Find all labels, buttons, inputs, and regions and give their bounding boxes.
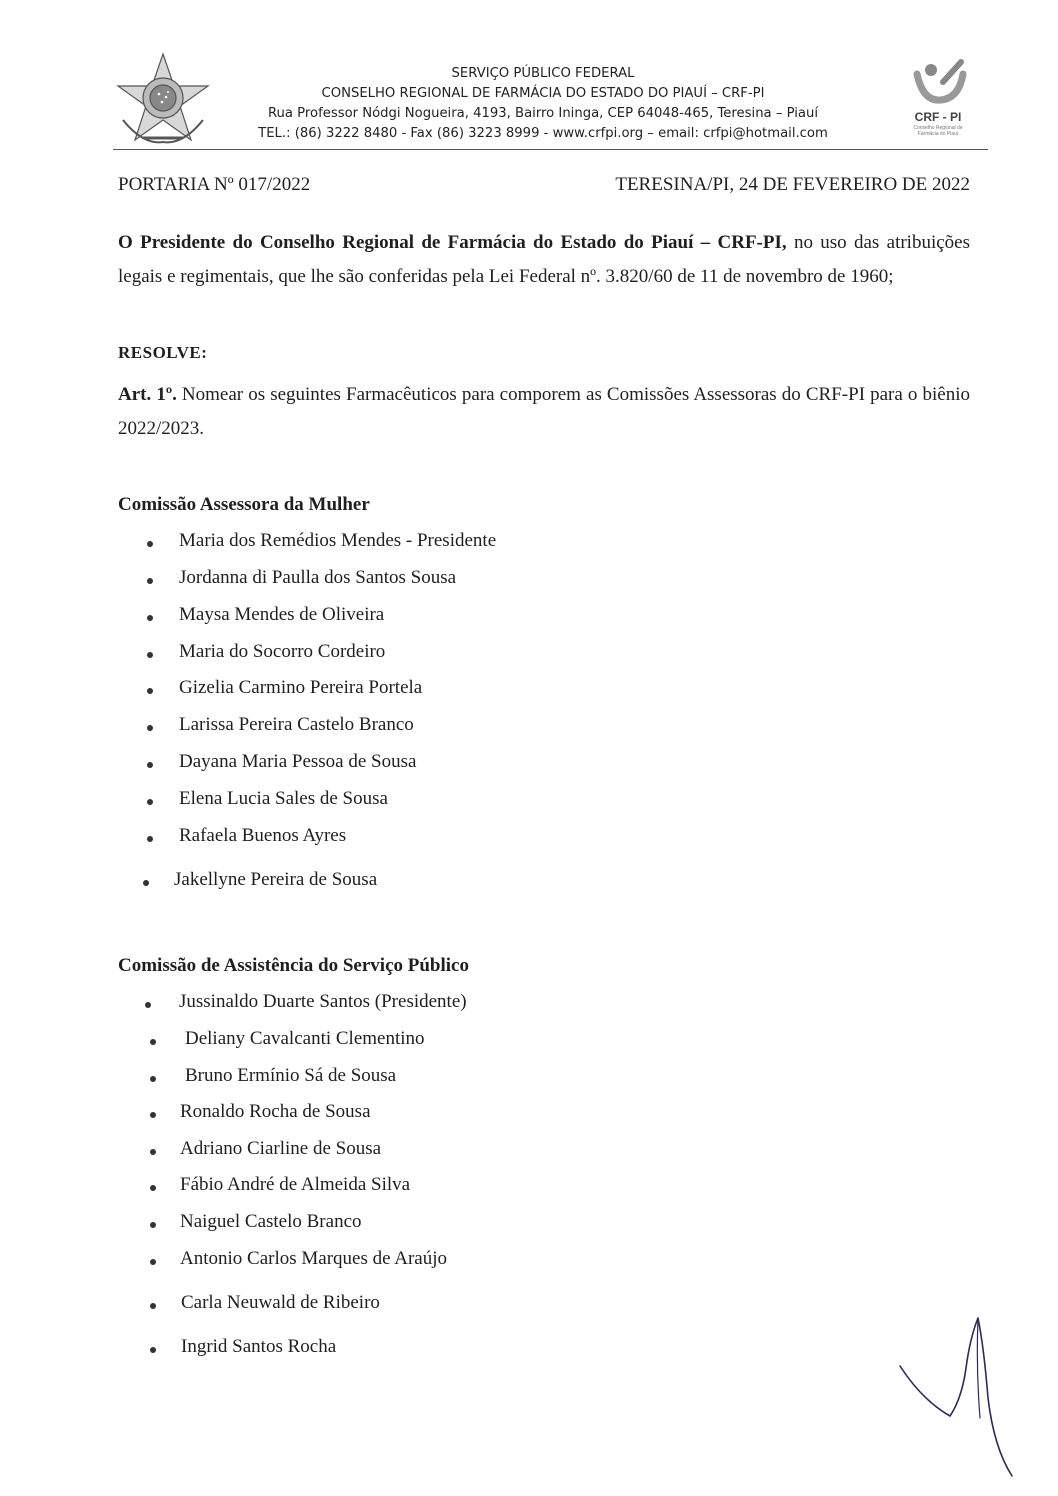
commission-public-service-member: Antonio Carlos Marques de Araújo [180,1248,448,1269]
header-line-contact: TEL.: (86) 3222 8480 - Fax (86) 3223 8999 - www.crfpi.org – email: crfpi@hotmail.com [258,126,828,141]
portaria-number: PORTARIA Nº 017/2022 [118,174,311,195]
article-text: Nomear os seguintes Farmacêuticos para comporem as Comissões Assessoras do CRF-PI para o biênio 2022/2023. [118,384,970,439]
letterhead-text [233,64,853,144]
commission-women-member: Rafaela Buenos Ayres [179,825,347,846]
commission-women-member: Dayana Maria Pessoa de Sousa [179,751,417,772]
bullet-icon [147,652,153,658]
commission-women-title: Comissão Assessora da Mulher [118,494,370,515]
commission-public-service-member: Adriano Ciarline de Sousa [180,1138,382,1159]
commission-women-member: Elena Lucia Sales de Sousa [179,788,388,809]
brazil-coat-of-arms-icon [113,50,213,150]
commission-public-service-member: Jussinaldo Duarte Santos (Presidente) [179,991,467,1012]
resolve-heading: RESOLVE: [118,343,208,362]
bullet-icon [147,615,153,621]
header-divider [113,149,988,150]
header-line-council: CONSELHO REGIONAL DE FARMÁCIA DO ESTADO DO PIAUÍ – CRF-PI [321,86,765,101]
commission-public-service-member: Bruno Ermínio Sá de Sousa [185,1065,397,1086]
commission-women-member: Larissa Pereira Castelo Branco [179,714,414,735]
commission-public-service-title: Comissão de Assistência do Serviço Público [118,955,469,976]
bullet-icon [147,836,153,842]
bullet-icon [150,1076,156,1082]
bullet-icon [147,688,153,694]
commission-women-member: Maria do Socorro Cordeiro [179,641,386,662]
commission-women-member: Maria dos Remédios Mendes - Presidente [179,530,497,551]
commission-public-service-member: Deliany Cavalcanti Clementino [185,1028,425,1049]
bullet-icon [147,799,153,805]
intro-paragraph [118,226,970,294]
bullet-icon [150,1149,156,1155]
place-date: TERESINA/PI, 24 DE FEVEREIRO DE 2022 [615,174,970,195]
commission-public-service-member: Fábio André de Almeida Silva [180,1174,411,1195]
commission-public-service-member: Carla Neuwald de Ribeiro [181,1292,380,1313]
commission-women-member: Jakellyne Pereira de Sousa [174,869,378,890]
bullet-icon [150,1039,156,1045]
commission-women-member: Maysa Mendes de Oliveira [179,604,385,625]
bullet-icon [150,1112,156,1118]
logo-subtitle: Conselho Regional de Farmácia do Piauí [913,125,963,137]
bullet-icon [150,1185,156,1191]
commission-women-member: Jordanna di Paulla dos Santos Sousa [179,567,457,588]
commission-public-service-member: Naiguel Castelo Branco [180,1211,362,1232]
bullet-icon [147,578,153,584]
commission-women-member: Gizelia Carmino Pereira Portela [179,677,423,698]
logo-label: CRF - PI [914,110,962,124]
commission-public-service-member: Ingrid Santos Rocha [181,1336,337,1357]
intro-text: no uso das atribuições legais e regimentais, que lhe são conferidas pela Lei Federal nº. 3.820/60 de 11 de novembro de 1960; [118,232,970,287]
bullet-icon [150,1259,156,1265]
crf-logo-icon [903,56,973,112]
bullet-icon [150,1347,156,1353]
article-1 [118,378,970,446]
article-label: Art. 1º. [118,384,177,405]
bullet-icon [147,762,153,768]
crf-pi-logo [903,56,973,136]
handwritten-signature [892,1308,1032,1483]
bullet-icon [145,1002,151,1008]
intro-bold: O Presidente do Conselho Regional de Farmácia do Estado do Piauí – CRF-PI, [118,232,787,253]
bullet-icon [150,1303,156,1309]
bullet-icon [147,725,153,731]
commission-public-service-member: Ronaldo Rocha de Sousa [180,1101,371,1122]
bullet-icon [143,880,149,886]
letterhead [105,48,985,148]
bullet-icon [150,1222,156,1228]
header-line-service: SERVIÇO PÚBLICO FEDERAL [451,66,635,81]
header-line-address: Rua Professor Nódgi Nogueira, 4193, Bairro Ininga, CEP 64048-465, Teresina – Piauí [267,106,819,121]
bullet-icon [147,541,153,547]
